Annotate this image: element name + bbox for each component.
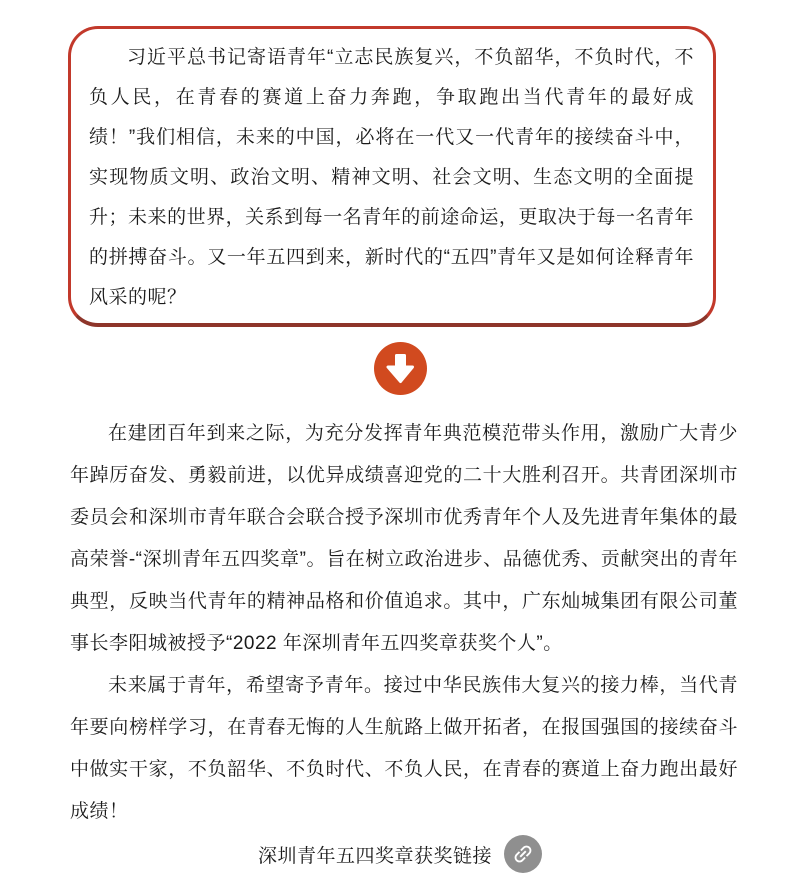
section-divider: [0, 342, 800, 395]
article-page: [0, 26, 800, 867]
article-paragraph-1: 在建团百年到来之际，为充分发挥青年典范模范带头作用，激励广大青少年踔厉奋发、勇毅前进，以优异成绩喜迎党的二十大胜利召开。共青团深圳市委员会和深圳市青年联合会联合授予深圳市优秀青年个人及先进青年集体的最高荣誉-“深圳青年五四奖章”。旨在树立政治进步、品德优秀、贡献突出的青年典型，反映当代青年的精神品格和价值追求。其中，广东灿城集团有限公司董事长李阳城被授予“2022 年深圳青年五四奖章获奖个人”。: [70, 423, 738, 654]
down-arrow-icon: [374, 342, 427, 395]
article-body: [70, 413, 738, 833]
link-icon[interactable]: [504, 835, 542, 873]
quote-box: [68, 26, 716, 327]
footer-link-row[interactable]: [0, 835, 800, 873]
footer-link-caption[interactable]: 深圳青年五四奖章获奖链接: [257, 845, 492, 867]
article-paragraph-2: 未来属于青年，希望寄予青年。接过中华民族伟大复兴的接力棒，当代青年要向榜样学习，在青春无悔的人生航路上做开拓者，在报国强国的接续奋斗中做实干家，不负韶华、不负时代、不负人民，在青春的赛道上奋力跑出最好成绩！: [70, 675, 738, 822]
quote-text: 习近平总书记寄语青年“立志民族复兴，不负韶华，不负时代，不负人民，在青春的赛道上奋力奔跑，争取跑出当代青年的最好成绩！”我们相信，未来的中国，必将在一代又一代青年的接续奋斗中，实现物质文明、政治文明、精神文明、社会文明、生态文明的全面提升；未来的世界，关系到每一名青年的前途命运，更取决于每一名青年的拼搏奋斗。又一年五四到来，新时代的“五四”青年又是如何诠释青年风采的呢？: [89, 47, 694, 308]
